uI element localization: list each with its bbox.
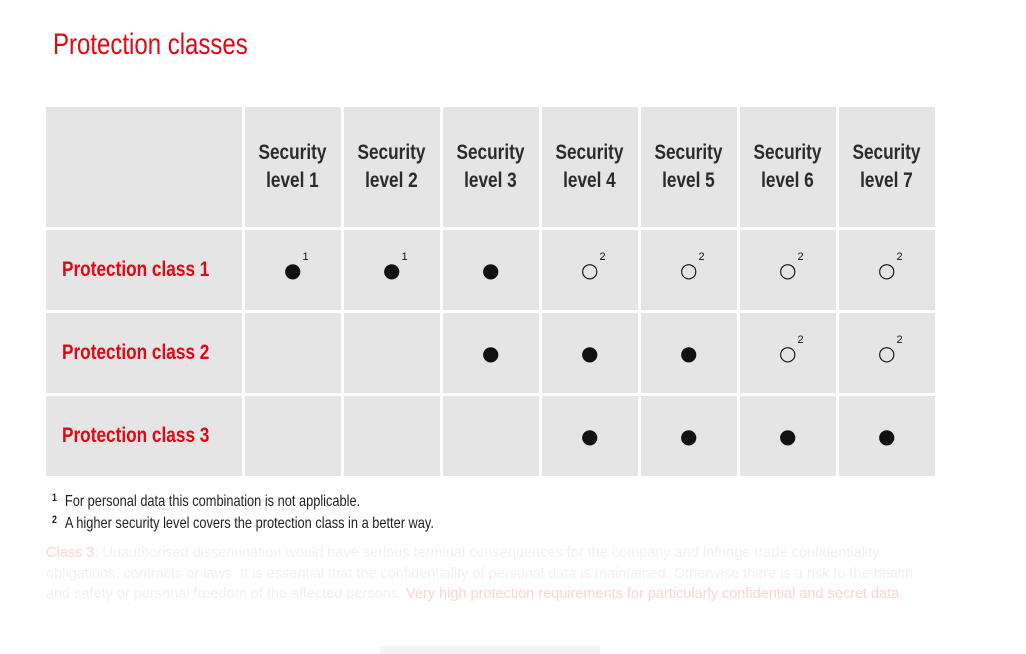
filled-dot-icon: ●: [581, 424, 599, 448]
table-cell: [740, 230, 836, 310]
column-header-security-level-6: Security level 6: [740, 107, 836, 227]
faded-emphasis: Very high protection requirements for particularly confidential and secret data.: [406, 586, 904, 602]
table-cell: [542, 313, 638, 393]
column-header-security-level-5: Security level 5: [641, 107, 737, 227]
table-cell: [443, 396, 539, 476]
table-row-protection-class-2: [46, 313, 935, 393]
filled-dot-icon: ●: [482, 258, 500, 282]
table-cell: [245, 313, 341, 393]
column-header-security-level-7: Security level 7: [839, 107, 935, 227]
filled-dot-icon: ● 1: [284, 251, 309, 282]
faded-lead: Class 3:: [46, 545, 99, 561]
page-title: Protection classes: [53, 28, 248, 61]
filled-dot-icon: ●: [680, 424, 698, 448]
filled-dot-icon: ●: [680, 341, 698, 365]
table-cell: [740, 313, 836, 393]
footnote-marker: 2: [698, 251, 705, 263]
hollow-circle-icon: ○ 2: [581, 251, 606, 282]
footnote-text: For personal data this combination is not applicable.: [64, 493, 361, 510]
footnote-marker: 2: [797, 334, 804, 346]
faded-body: Unauthorised dissemination would have serious terminal consequences for the company and infringe trade confidentiality obligations, contracts or laws. It is essential that the confidentiality of personal data is maintained. Otherwise there is a risk to the health and safety or personal freedom of the affected persons.: [46, 545, 914, 602]
table-cell: [245, 396, 341, 476]
faded-class-3-description: [46, 543, 926, 605]
filled-dot-icon: ●: [581, 341, 599, 365]
footnote-1: $^1$ For personal data this combination is not applicable.: [52, 492, 361, 510]
footnote-marker: 2: [896, 251, 903, 263]
filled-dot-icon: ● 1: [383, 251, 408, 282]
hollow-circle-icon: ○ 2: [680, 251, 705, 282]
column-header-security-level-3: Security level 3: [443, 107, 539, 227]
table-cell: [443, 230, 539, 310]
column-header-security-level-4: Security level 4: [542, 107, 638, 227]
table-cell: [839, 313, 935, 393]
row-label-protection-class-1: Protection class 1: [46, 230, 242, 310]
footnote-marker: 2: [599, 251, 606, 263]
hollow-circle-icon: ○ 2: [779, 334, 804, 365]
table-cell: [641, 313, 737, 393]
table-cell: [344, 230, 440, 310]
footnote-marker: 2: [797, 251, 804, 263]
table-row-protection-class-3: [46, 396, 935, 476]
filled-dot-icon: ●: [779, 424, 797, 448]
footnote-marker: 1: [401, 251, 408, 263]
table-cell: [740, 396, 836, 476]
column-header-security-level-1: Security level 1: [245, 107, 341, 227]
table-row-protection-class-1: [46, 230, 935, 310]
table-cell: [641, 396, 737, 476]
table-header-row: [46, 107, 935, 227]
table-cell: [839, 396, 935, 476]
table-corner-cell: [46, 107, 242, 227]
table-cell: [839, 230, 935, 310]
hollow-circle-icon: ○ 2: [878, 251, 903, 282]
row-label-protection-class-2: Protection class 2: [46, 313, 242, 393]
table-cell: [245, 230, 341, 310]
row-label-protection-class-3: Protection class 3: [46, 396, 242, 476]
filled-dot-icon: ●: [878, 424, 896, 448]
hollow-circle-icon: ○ 2: [878, 334, 903, 365]
column-header-security-level-2: Security level 2: [344, 107, 440, 227]
filled-dot-icon: ●: [482, 341, 500, 365]
protection-matrix-table: [43, 104, 938, 479]
table-cell: [344, 396, 440, 476]
table-cell: [641, 230, 737, 310]
footnote-marker: 1: [302, 251, 309, 263]
table-cell: [443, 313, 539, 393]
footnotes: [52, 491, 529, 535]
hollow-circle-icon: ○ 2: [779, 251, 804, 282]
table-cell: [344, 313, 440, 393]
table-cell: [542, 396, 638, 476]
table-cell: [542, 230, 638, 310]
footnote-2: $^2$ A higher security level covers the protection class in a better way.: [52, 514, 434, 532]
footnote-marker: 2: [896, 334, 903, 346]
footnote-text: A higher security level covers the protection class in a better way.: [64, 515, 434, 532]
